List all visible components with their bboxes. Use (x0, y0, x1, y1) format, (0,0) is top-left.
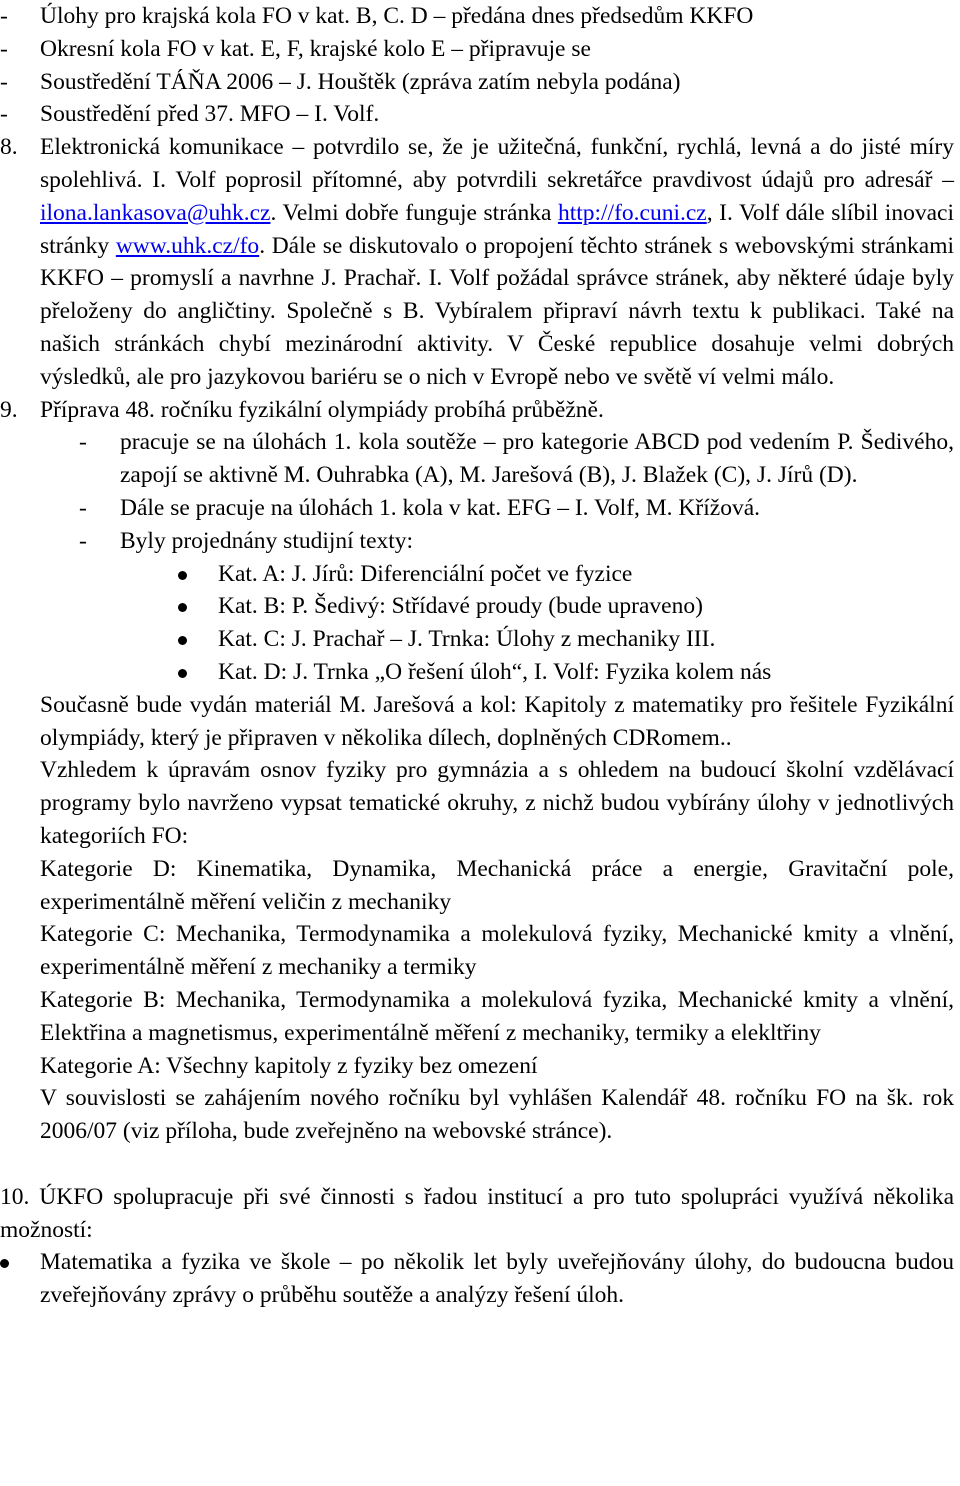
study-text-item (0, 590, 960, 623)
sub-list-item-text: Dále se pracuje na úlohách 1. kola v kat. EFG – I. Volf, M. Křížová. (120, 494, 760, 521)
item-10-bullet (0, 1246, 960, 1312)
dash-marker: - (0, 68, 8, 95)
numbered-item-9 (0, 394, 960, 427)
dash-marker: - (0, 35, 8, 62)
bullet-icon (178, 669, 187, 678)
study-text-label: Kat. B: P. Šedivý: Střídavé proudy (bude upraveno) (218, 593, 703, 620)
study-text-label: Kat. D: J. Trnka „O řešení úloh“, I. Volf: Fyzika kolem nás (218, 658, 772, 685)
sub-list-item (0, 426, 960, 492)
paragraph: Současně bude vydán materiál M. Jarešová a kol: Kapitoly z matematiky pro řešitele Fyzikální olympiády, který je připraven v několika dílech, doplněných CDRomem.. (40, 691, 954, 751)
list-item-text: Okresní kola FO v kat. E, F, krajské kolo E – připravuje se (40, 35, 591, 62)
study-text-label: Kat. C: J. Prachař – J. Trnka: Úlohy z mechaniky III. (218, 626, 716, 653)
item-10-bullet-text: Matematika a fyzika ve škole – po několik let byly uveřejňovány úlohy, do budoucna budou zveřejňovány zprávy o průběhu soutěže a analýzy řešení úloh. (40, 1249, 954, 1309)
fo-website-link[interactable]: http://fo.cuni.cz (557, 199, 707, 226)
spacer (0, 1148, 960, 1181)
list-item-text: Úlohy pro krajská kola FO v kat. B, C. D – předána dnes předsedům KKFO (40, 3, 754, 29)
sub-list-item (0, 525, 960, 558)
dash-marker: - (79, 429, 87, 456)
list-item (0, 33, 960, 66)
dash-marker: - (0, 101, 8, 128)
item-8-text-a: Elektronická komunikace – potvrdilo se, že je užitečná, funkční, rychlá, levná a do jisté míry spolehlivá. I. Volf poprosil přítomné, aby potvrdili sekretářce pravdivost údajů pro adresář – (40, 134, 954, 193)
study-text-item (0, 558, 960, 591)
bullet-icon (0, 1259, 9, 1268)
paragraph: Kategorie A: Všechny kapitoly z fyziky bez omezení (40, 1052, 538, 1079)
bullet-icon (178, 603, 187, 612)
dash-marker: - (0, 3, 8, 29)
study-text-item (0, 623, 960, 656)
item-8-text-b: . Velmi dobře funguje stránka (270, 199, 558, 226)
list-item (0, 66, 960, 99)
sub-list-item-text: pracuje se na úlohách 1. kola soutěže – pro kategorie ABCD pod vedením P. Šedivého, zapojí se aktivně M. Ouhrabka (A), M. Jarešová (B), J. Blažek (C), J. Jírů (D). (120, 429, 954, 489)
study-text-label: Kat. A: J. Jírů: Diferenciální počet ve fyzice (218, 560, 633, 587)
email-link[interactable]: ilona.lankasova@uhk.cz (40, 199, 271, 226)
uhk-website-link[interactable]: www.uhk.cz/fo (115, 232, 260, 259)
item-9-text: Příprava 48. ročníku fyzikální olympiády probíhá průběžně. (40, 396, 604, 423)
item-number: 9. (0, 396, 18, 423)
paragraph: Kategorie D: Kinematika, Dynamika, Mechanická práce a energie, Gravitační pole, experimentálně měření veličin z mechaniky (40, 855, 954, 915)
list-item-text: Soustředění TÁŇA 2006 – J. Houštěk (zpráva zatím nebyla podána) (40, 68, 681, 95)
item-number: 8. (0, 134, 18, 161)
sub-list-item-text: Byly projednány studijní texty: (120, 527, 414, 554)
list-item (0, 98, 960, 131)
bullet-icon (178, 636, 187, 645)
paragraph: Vzhledem k úpravám osnov fyziky pro gymnázia a s ohledem na budoucí školní vzdělávací programy bylo navrženo vypsat tematické okruhy, z nichž budou vybírány úlohy v jednotlivých kategoriích FO: (40, 757, 954, 849)
numbered-item-8 (0, 131, 960, 393)
item-10-heading: 10. ÚKFO spolupracuje při své činnosti s řadou institucí a pro tuto spolupráci využívá několika možností: (0, 1183, 954, 1243)
dash-marker: - (79, 494, 87, 521)
dash-marker: - (79, 527, 87, 554)
paragraph: Kategorie B: Mechanika, Termodynamika a molekulová fyzika, Mechanické kmity a vlnění, Elektřina a magnetismus, experimentálně měření z mechaniky, termiky a elekltřiny (40, 986, 954, 1046)
paragraph: Kategorie C: Mechanika, Termodynamika a molekulová fyziky, Mechanické kmity a vlnění, experimentálně měření z mechaniky a termiky (40, 921, 954, 981)
bullet-icon (178, 571, 187, 580)
item-8-text-c: , I. Volf dále slíbil inovaci stránky (40, 199, 954, 259)
list-item (0, 0, 960, 33)
sub-list-item (0, 492, 960, 525)
study-text-item (0, 656, 960, 689)
paragraph: V souvislosti se zahájením nového ročníku byl vyhlášen Kalendář 48. ročníku FO na šk. rok 2006/07 (viz příloha, bude zveřejněno na webovské stránce). (40, 1085, 954, 1145)
item-8-text-d: . Dále se diskutovalo o propojení těchto stránek s webovskými stránkami KKFO – promyslí a navrhne J. Prachař. I. Volf požádal správce stránek, aby některé údaje byly přeloženy do angličtiny. Společně s B. Vybíralem připraví návrh textu k publikaci. Také na našich stránkách chybí mezinárodní aktivity. V České republice dosahuje velmi dobrých výsledků, ale pro jazykovou bariéru se o nich v Evropě nebo ve světě ví velmi málo. (40, 232, 954, 390)
list-item-text: Soustředění před 37. MFO – I. Volf. (40, 101, 380, 128)
